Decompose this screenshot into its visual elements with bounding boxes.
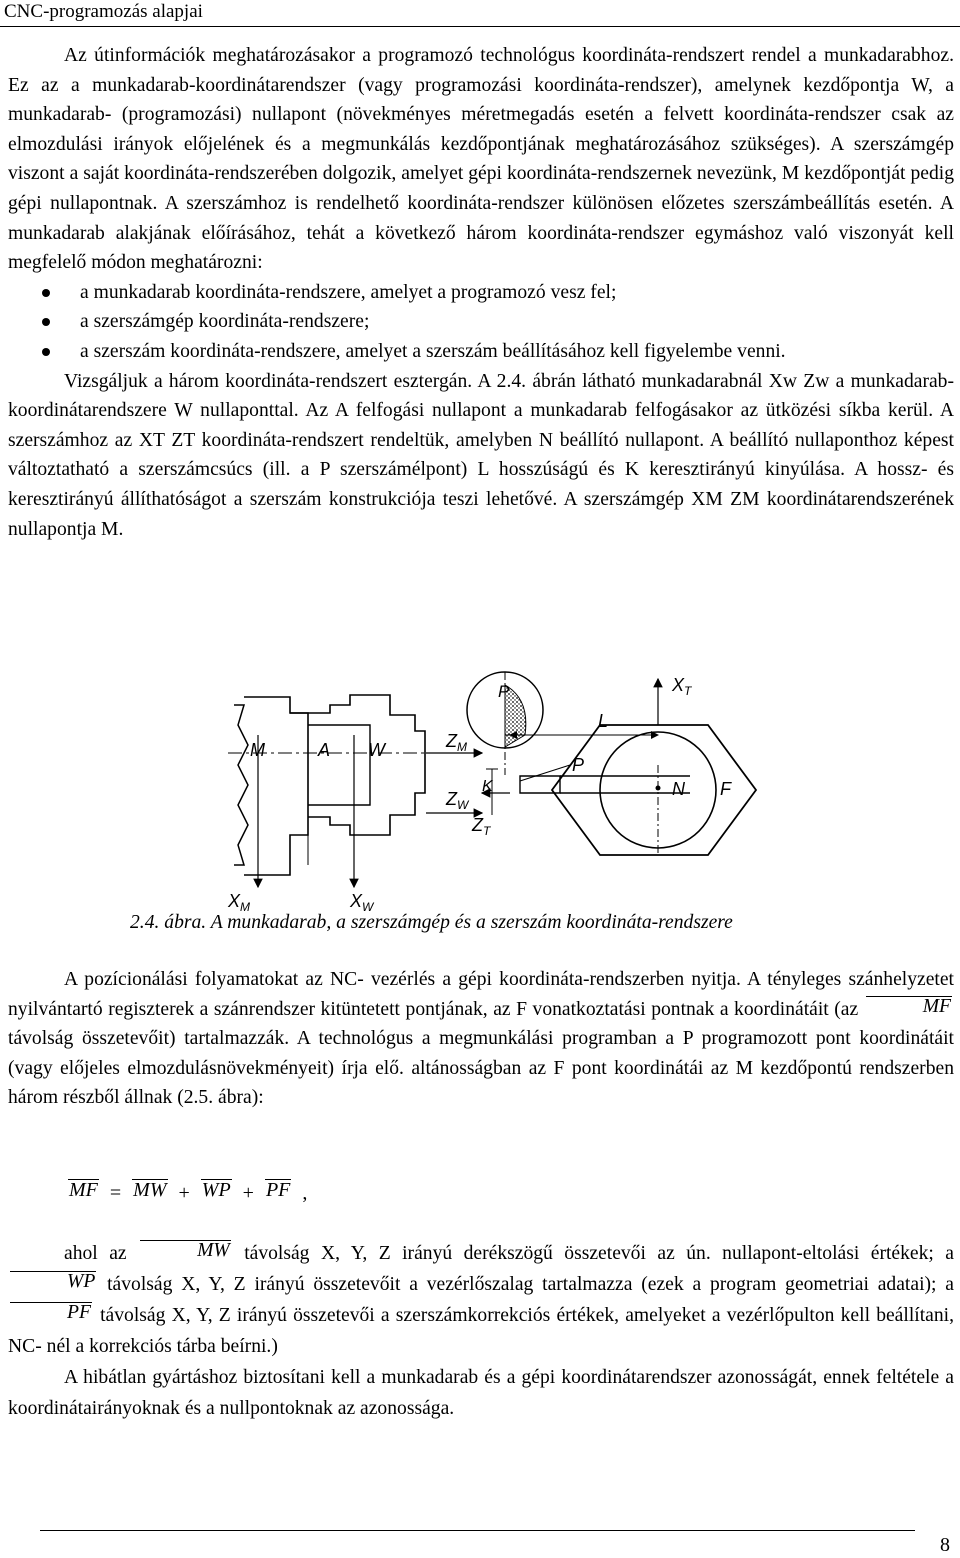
para4-d: távolság X, Y, Z irányú összetevői a szerszámkorrekciós értékek, amelyeket a vezérlőpulton kell beállítani, NC- nél a korrekciós tárba beírni.) xyxy=(8,1305,954,1357)
bullet-text: a munkadarab koordináta-rendszere, amelyet a programozó vesz fel; xyxy=(80,281,617,303)
footer-rule xyxy=(40,1530,915,1531)
para4-a: ahol az xyxy=(64,1243,127,1264)
vector-MW: MW xyxy=(140,1240,231,1261)
label-F: F xyxy=(720,779,731,799)
label-N: N xyxy=(672,779,685,799)
caption-text: A munkadarab, a szerszámgép és a szerszám koordináta-rendszere xyxy=(210,912,733,933)
vector-WP: WP xyxy=(10,1271,96,1292)
label-XM: $X_M$ xyxy=(228,891,251,914)
paragraph-components xyxy=(8,1238,954,1362)
label-ZM: $Z_M$ xyxy=(446,731,467,754)
figure-caption xyxy=(130,908,733,938)
formula-WP: WP xyxy=(201,1179,231,1201)
label-P-tool: P xyxy=(572,755,585,775)
label-ZT: $Z_T$ xyxy=(472,815,491,838)
paragraph-conclusion: A hibátlan gyártáshoz biztosítani kell a munkadarab és a gépi koordinátarendszer azonosságát, ennek feltétele a koordinátairányoknak és a nullpontoknak az azonossága. xyxy=(8,1367,954,1419)
formula xyxy=(66,1178,311,1208)
text-block-positioning xyxy=(8,965,954,1113)
para4-c: távolság X, Y, Z irányú összetevőit a vezérlőszalag tartalmazza (ezek a program geometriai adatai); a xyxy=(107,1274,954,1295)
label-M: M xyxy=(250,740,265,760)
formula-eq: = xyxy=(109,1182,122,1204)
label-W: W xyxy=(368,740,385,760)
bullet-text: a szerszámgép koordináta-rendszere; xyxy=(80,311,370,333)
bullet-item xyxy=(8,278,954,308)
text-block-bottom xyxy=(8,1238,954,1424)
paragraph-intro: Az útinformációk meghatározásakor a programozó technológus koordináta-rendszert rendel a munkadarabhoz. Ez az a munkadarab-koordinátarendszer (vagy programozási koordináta-rendszer), amelynek kezdőpontja W, a munkadarab- (programozási) nullapont (növekményes méretmegadás esetén a felvett koordináta-rendszer csak az elmozdulási irányok előjelének és a megmunkálás kezdőpontjának meghatározásához szükséges). A szerszámgép viszont a saját koordináta-rendszerében dolgozik, amelyet gépi koordináta-rendszernek nevezünk, M kezdőpontját pedig gépi nullapontnak. A szerszámhoz is rendelhető koordináta-rendszer különösen előzetes szerszámbeállítás esetén. A munkadarab alakjának előírásához, tehát a következő három koordináta-rendszer egymáshoz való viszonyát kell megfelelő módon meghatározni: xyxy=(8,45,954,274)
label-ZW: $Z_W$ xyxy=(446,789,469,812)
formula-plus: + xyxy=(178,1182,190,1204)
label-P-circle: P xyxy=(498,682,510,701)
bullet-item xyxy=(8,307,954,337)
label-K: K xyxy=(482,778,493,795)
bullet-dot xyxy=(42,289,50,297)
page-header xyxy=(0,0,960,28)
para3-part1: A pozícionálási folyamatokat az NC- vezérlés a gépi koordináta-rendszerben nyitja. A tényleges szánhelyzetet nyilvántartó regiszterek a szánrendszer kitüntetett pontjának, az F vonatkoztatási pontnak a koordinátáit (az xyxy=(8,969,954,1020)
vector-PF: PF xyxy=(10,1302,92,1323)
formula-comma: , xyxy=(302,1182,308,1204)
bullet-dot xyxy=(42,348,50,356)
figure-drawing xyxy=(220,665,760,915)
label-XW: $X_W$ xyxy=(350,891,374,914)
paragraph-positioning xyxy=(8,965,954,1113)
formula-plus: + xyxy=(242,1182,254,1204)
bullet-text: a szerszám koordináta-rendszere, amelyet a szerszám beállításához kell figyelembe venni. xyxy=(80,340,786,362)
bullet-item xyxy=(8,337,954,367)
header-rule xyxy=(0,26,960,27)
formula-MF: MF xyxy=(69,1179,98,1201)
bullet-list xyxy=(8,278,954,367)
bullet-dot xyxy=(42,318,50,326)
figure-coordinate-systems xyxy=(220,665,760,915)
label-XT: $X_T$ xyxy=(672,675,692,698)
text-block-top xyxy=(8,41,954,544)
para3-part2: távolság összetevőit) tartalmazzák. A technológus a megmunkálási programban a P programozott pont koordinátáit (vagy előjeles elmozdulásnövekményeit) írja elő. altánosságban az F pont koordinátái az M kezdőpontú rendszerben három részből állnak (2.5. ábra): xyxy=(8,1028,954,1109)
formula-MW: MW xyxy=(133,1179,167,1201)
page-number: 8 xyxy=(940,1534,950,1556)
caption-number: 2.4. ábra. xyxy=(130,912,207,933)
para4-b: távolság X, Y, Z irányú derékszögű összetevői az ún. nullapont-eltolási értékek; a xyxy=(244,1243,955,1264)
paragraph-coordinate-systems: Vizsgáljuk a három koordináta-rendszert esztergán. A 2.4. ábrán látható munkadarabnál Xw Zw a munkadarab-koordinátarendszere W nullaponttal. Az A felfogási nullapont a munkadarab felfogásakor az ütközési síkba kerül. A szerszámhoz az XT ZT koordináta-rendszert rendeltük, amelyben N beállító nullapont. A beállító nullaponthoz képest változtatható a szerszámcsúcs (ill. a P szerszámélpont) L hosszúságú és K keresztirányú kinyúlása. A hossz- és keresztirányú állíthatóságot a szerszám konstrukciója teszi lehetővé. A szerszámgép XM ZM koordinátarendszerének nullapontja M. xyxy=(8,370,954,540)
vector-MF: MF xyxy=(866,996,952,1017)
formula-PF: PF xyxy=(265,1179,291,1201)
label-L: L xyxy=(598,711,609,731)
header-title: CNC-programozás alapjai xyxy=(4,1,203,22)
label-A: A xyxy=(318,740,331,760)
